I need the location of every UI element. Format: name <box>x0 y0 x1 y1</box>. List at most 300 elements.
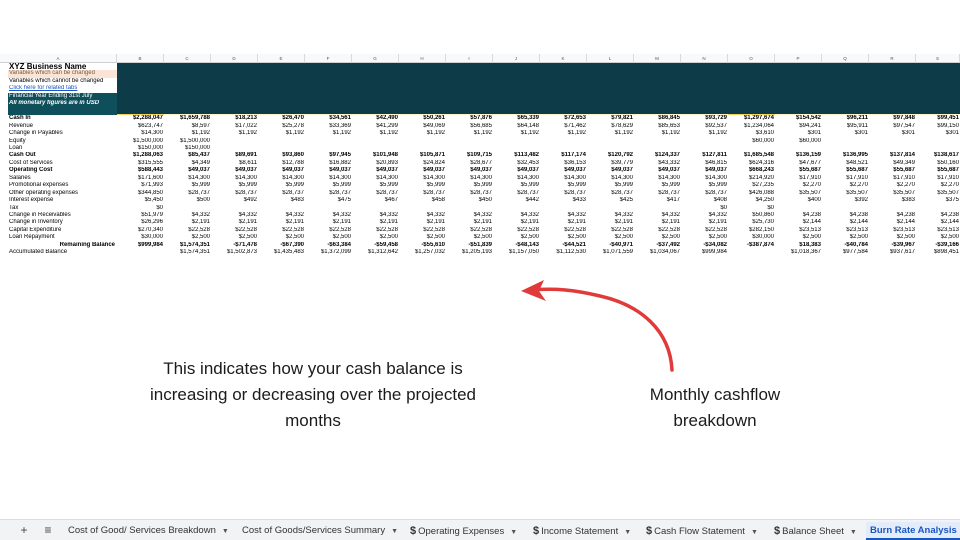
value-cell[interactable]: $4,332 <box>191 212 210 218</box>
value-cell[interactable]: $35,507 <box>937 189 959 196</box>
value-cell[interactable]: $5,999 <box>520 182 539 189</box>
value-cell[interactable]: $2,144 <box>802 219 821 226</box>
row-label[interactable]: Remaining Balance <box>59 241 115 248</box>
value-cell[interactable]: $22,528 <box>705 226 727 233</box>
value-cell[interactable]: $301 <box>854 130 868 137</box>
value-cell[interactable]: $898,451 <box>933 249 959 256</box>
value-cell[interactable]: $5,999 <box>332 182 351 189</box>
value-cell[interactable]: $1,192 <box>285 130 304 137</box>
column-header-h[interactable]: H <box>399 54 446 63</box>
value-cell[interactable]: $425 <box>619 197 633 204</box>
value-cell[interactable]: $0 <box>767 204 774 211</box>
value-cell[interactable]: $400 <box>807 197 821 204</box>
value-cell[interactable]: $2,500 <box>426 234 445 241</box>
value-cell[interactable]: $96,211 <box>846 115 868 122</box>
value-cell[interactable]: $2,144 <box>849 219 868 226</box>
value-cell[interactable]: $8,597 <box>191 122 210 129</box>
value-cell[interactable]: $22,528 <box>517 226 539 233</box>
column-header-o[interactable]: O <box>728 54 775 63</box>
column-header-g[interactable]: G <box>352 54 399 63</box>
value-cell[interactable] <box>352 138 399 145</box>
value-cell[interactable]: $24,824 <box>423 159 445 166</box>
value-cell[interactable]: $17,910 <box>846 174 868 181</box>
value-cell[interactable] <box>775 205 822 212</box>
value-cell[interactable]: $55,687 <box>937 167 959 174</box>
value-cell[interactable] <box>916 138 960 145</box>
value-cell[interactable]: $5,450 <box>144 197 163 204</box>
value-cell[interactable]: $2,191 <box>567 219 586 226</box>
value-cell[interactable]: $41,299 <box>376 122 398 129</box>
value-cell[interactable]: $49,037 <box>329 167 351 174</box>
value-cell[interactable]: $22,528 <box>282 226 304 233</box>
value-cell[interactable]: $65,339 <box>517 115 539 122</box>
row-label[interactable]: Equity <box>9 137 26 144</box>
value-cell[interactable]: $93,729 <box>705 115 727 122</box>
value-cell[interactable]: $8,611 <box>239 159 257 166</box>
value-cell[interactable]: $85,437 <box>188 152 210 159</box>
column-header-c[interactable]: C <box>164 54 211 63</box>
value-cell[interactable] <box>493 145 540 152</box>
value-cell[interactable]: $49,037 <box>282 167 304 174</box>
value-cell[interactable]: -$63,384 <box>327 241 351 248</box>
value-cell[interactable]: $1,192 <box>379 130 398 137</box>
value-cell[interactable]: $14,300 <box>188 174 210 181</box>
value-cell[interactable]: $270,340 <box>137 226 163 233</box>
value-cell[interactable]: $1,205,193 <box>461 249 492 256</box>
value-cell[interactable] <box>305 145 352 152</box>
value-cell[interactable]: $25,730 <box>752 219 774 226</box>
value-cell[interactable]: $14,300 <box>611 174 633 181</box>
chevron-down-icon[interactable]: ▼ <box>849 529 857 536</box>
column-header-n[interactable]: N <box>681 54 728 63</box>
value-cell[interactable]: $483 <box>290 197 304 204</box>
value-cell[interactable]: $2,191 <box>426 219 445 226</box>
value-cell[interactable] <box>634 145 681 152</box>
row-label[interactable]: Loan <box>9 144 23 151</box>
value-cell[interactable]: $1,372,099 <box>320 249 351 256</box>
value-cell[interactable]: $79,821 <box>611 115 633 122</box>
value-cell[interactable]: $301 <box>901 130 915 137</box>
value-cell[interactable]: $5,999 <box>191 182 210 189</box>
value-cell[interactable]: -$67,390 <box>280 241 304 248</box>
value-cell[interactable]: $4,250 <box>755 197 774 204</box>
value-cell[interactable]: $492 <box>243 197 257 204</box>
value-cell[interactable]: $14,300 <box>423 174 445 181</box>
value-cell[interactable]: $375 <box>945 197 959 204</box>
value-cell[interactable]: $171,600 <box>137 174 163 181</box>
value-cell[interactable]: $17,910 <box>937 174 959 181</box>
row-label[interactable]: Tax <box>9 204 19 211</box>
value-cell[interactable] <box>446 138 493 145</box>
value-cell[interactable] <box>634 138 681 145</box>
chevron-down-icon[interactable]: ▼ <box>391 528 399 535</box>
value-cell[interactable]: $0 <box>156 204 163 211</box>
value-cell[interactable]: $1,257,032 <box>414 249 445 256</box>
value-cell[interactable]: $937,617 <box>889 249 915 256</box>
value-cell[interactable]: $30,000 <box>141 234 163 241</box>
chevron-down-icon[interactable]: ▼ <box>750 529 758 536</box>
value-cell[interactable]: $2,144 <box>896 219 915 226</box>
value-cell[interactable]: $22,528 <box>611 226 633 233</box>
value-cell[interactable]: $4,332 <box>520 212 539 218</box>
value-cell[interactable]: $23,513 <box>893 226 915 233</box>
row-label[interactable]: Change in Payables <box>9 130 63 137</box>
value-cell[interactable]: $2,191 <box>614 219 633 226</box>
value-cell[interactable]: $49,037 <box>564 167 586 174</box>
value-cell[interactable]: $64,148 <box>517 122 539 129</box>
value-cell[interactable]: $2,500 <box>285 234 304 241</box>
column-header-p[interactable]: P <box>775 54 822 63</box>
value-cell[interactable] <box>540 205 587 212</box>
value-cell[interactable]: $49,037 <box>188 167 210 174</box>
value-cell[interactable]: $28,737 <box>282 189 304 196</box>
value-cell[interactable]: $500 <box>196 197 210 204</box>
row-label[interactable]: Change in Inventory <box>9 219 63 226</box>
value-cell[interactable]: $78,629 <box>611 122 633 129</box>
row-label[interactable]: Accumulated Balance <box>9 249 68 256</box>
value-cell[interactable] <box>728 145 775 152</box>
value-cell[interactable]: $1,192 <box>191 130 210 137</box>
value-cell[interactable] <box>540 145 587 152</box>
value-cell[interactable]: -$40,784 <box>844 241 868 248</box>
value-cell[interactable]: $2,500 <box>614 234 633 241</box>
value-cell[interactable]: $14,300 <box>517 174 539 181</box>
value-cell[interactable]: $2,191 <box>708 219 727 226</box>
value-cell[interactable]: $136,159 <box>795 152 821 159</box>
value-cell[interactable] <box>258 138 305 145</box>
value-cell[interactable]: $301 <box>807 130 821 137</box>
value-cell[interactable]: $109,715 <box>466 152 492 159</box>
row-label[interactable]: Other operating expenses <box>9 189 79 196</box>
value-cell[interactable]: $14,300 <box>470 174 492 181</box>
value-cell[interactable]: $2,500 <box>567 234 586 241</box>
value-cell[interactable]: $105,871 <box>419 152 445 159</box>
value-cell[interactable]: $4,238 <box>896 212 915 218</box>
value-cell[interactable]: $95,911 <box>846 122 868 129</box>
value-cell[interactable] <box>352 205 399 212</box>
value-cell[interactable]: $23,513 <box>846 226 868 233</box>
value-cell[interactable]: $94,241 <box>799 122 821 129</box>
value-cell[interactable]: $1,288,063 <box>132 152 163 159</box>
value-cell[interactable]: $1,071,559 <box>602 249 633 256</box>
value-cell[interactable]: $22,528 <box>470 226 492 233</box>
sheet-tab-burn-rate-analysis[interactable] <box>866 522 960 540</box>
value-cell[interactable]: $442 <box>525 197 539 204</box>
value-cell[interactable]: $624,316 <box>748 159 774 166</box>
value-cell[interactable]: $150,000 <box>184 144 210 151</box>
value-cell[interactable]: -$40,971 <box>609 241 633 248</box>
value-cell[interactable] <box>446 145 493 152</box>
value-cell[interactable]: $426,088 <box>748 189 774 196</box>
value-cell[interactable]: $137,814 <box>889 152 915 159</box>
value-cell[interactable]: $3,610 <box>755 130 774 137</box>
value-cell[interactable]: $150,000 <box>137 144 163 151</box>
value-cell[interactable]: $4,332 <box>285 212 304 218</box>
value-cell[interactable]: $48,521 <box>846 159 868 166</box>
sheet-tab-balance-sheet[interactable] <box>770 522 861 540</box>
row-label[interactable]: Salaries <box>9 174 31 181</box>
value-cell[interactable]: $4,332 <box>661 212 680 218</box>
row-label[interactable]: Promotional expenses <box>9 182 69 189</box>
value-cell[interactable]: $977,584 <box>842 249 868 256</box>
value-cell[interactable]: $623,747 <box>137 122 163 129</box>
value-cell[interactable] <box>916 205 960 212</box>
value-cell[interactable]: $72,653 <box>564 115 586 122</box>
value-cell[interactable]: $1,112,530 <box>556 249 586 256</box>
value-cell[interactable]: $467 <box>384 197 398 204</box>
value-cell[interactable]: $93,860 <box>282 152 304 159</box>
value-cell[interactable]: $2,270 <box>896 182 915 189</box>
value-cell[interactable]: $49,037 <box>376 167 398 174</box>
value-cell[interactable]: $22,528 <box>329 226 351 233</box>
value-cell[interactable]: $60,000 <box>799 137 821 144</box>
value-cell[interactable]: $46,815 <box>705 159 727 166</box>
row-label[interactable]: Cost of Services <box>9 159 53 166</box>
value-cell[interactable]: $49,037 <box>517 167 539 174</box>
column-header-a[interactable]: A <box>0 54 117 63</box>
value-cell[interactable]: $12,788 <box>282 159 304 166</box>
value-cell[interactable]: $1,018,367 <box>790 249 821 256</box>
value-cell[interactable]: $2,191 <box>238 219 257 226</box>
value-cell[interactable]: -$39,967 <box>891 241 915 248</box>
row-label[interactable]: Cash In <box>9 115 31 122</box>
value-cell[interactable]: $2,191 <box>332 219 351 226</box>
value-cell[interactable]: $475 <box>337 197 351 204</box>
value-cell[interactable]: $28,737 <box>611 189 633 196</box>
value-cell[interactable]: $5,999 <box>567 182 586 189</box>
value-cell[interactable]: $2,191 <box>285 219 304 226</box>
value-cell[interactable]: $51,979 <box>141 212 163 218</box>
value-cell[interactable]: $28,737 <box>376 189 398 196</box>
value-cell[interactable]: $1,192 <box>473 130 492 137</box>
value-cell[interactable]: $2,288,047 <box>132 115 163 122</box>
sheet-tab-operating-expenses[interactable] <box>406 522 521 540</box>
value-cell[interactable]: $2,500 <box>896 234 915 241</box>
value-cell[interactable] <box>493 205 540 212</box>
value-cell[interactable]: $5,999 <box>238 182 257 189</box>
value-cell[interactable]: $5,999 <box>661 182 680 189</box>
value-cell[interactable] <box>352 145 399 152</box>
value-cell[interactable]: $89,691 <box>235 152 257 159</box>
value-cell[interactable]: $30,000 <box>752 234 774 241</box>
value-cell[interactable]: $14,300 <box>141 130 163 137</box>
column-header-l[interactable]: L <box>587 54 634 63</box>
value-cell[interactable]: $4,332 <box>567 212 586 218</box>
value-cell[interactable]: $392 <box>854 197 868 204</box>
value-cell[interactable]: $127,811 <box>702 152 727 159</box>
column-header-e[interactable]: E <box>258 54 305 63</box>
value-cell[interactable]: $315,555 <box>137 159 163 166</box>
value-cell[interactable]: $2,500 <box>849 234 868 241</box>
value-cell[interactable]: $4,238 <box>802 212 821 218</box>
value-cell[interactable]: $2,500 <box>940 234 959 241</box>
value-cell[interactable]: $14,300 <box>376 174 398 181</box>
value-cell[interactable]: $49,037 <box>470 167 492 174</box>
column-header-s[interactable]: S <box>916 54 960 63</box>
value-cell[interactable]: $458 <box>431 197 445 204</box>
value-cell[interactable]: $999,984 <box>137 241 163 248</box>
value-cell[interactable]: $47,677 <box>799 159 821 166</box>
value-cell[interactable]: $4,238 <box>940 212 959 218</box>
chevron-down-icon[interactable]: ▼ <box>510 529 518 536</box>
value-cell[interactable] <box>211 205 258 212</box>
value-cell[interactable] <box>869 145 916 152</box>
row-label[interactable]: Interest expense <box>9 197 54 204</box>
value-cell[interactable]: -$51,839 <box>468 241 492 248</box>
value-cell[interactable]: $2,500 <box>332 234 351 241</box>
row-label[interactable]: Operating Cost <box>9 167 53 174</box>
value-cell[interactable]: $50,261 <box>423 115 445 122</box>
value-cell[interactable]: $1,500,000 <box>132 137 163 144</box>
value-cell[interactable] <box>446 205 493 212</box>
value-cell[interactable]: -$59,458 <box>374 241 398 248</box>
value-cell[interactable]: $383 <box>901 197 915 204</box>
add-sheet-button[interactable]: + <box>20 523 28 537</box>
value-cell[interactable]: $2,500 <box>379 234 398 241</box>
value-cell[interactable] <box>117 249 164 256</box>
value-cell[interactable]: $1,435,483 <box>273 249 304 256</box>
value-cell[interactable] <box>869 138 916 145</box>
value-cell[interactable] <box>305 138 352 145</box>
value-cell[interactable]: $2,270 <box>940 182 959 189</box>
value-cell[interactable]: $49,037 <box>423 167 445 174</box>
value-cell[interactable]: $344,850 <box>137 189 163 196</box>
value-cell[interactable]: $28,737 <box>470 189 492 196</box>
value-cell[interactable]: $2,191 <box>379 219 398 226</box>
value-cell[interactable]: $4,332 <box>238 212 257 218</box>
sheet-tab-cost-of-good-services-breakdown[interactable] <box>64 522 233 540</box>
value-cell[interactable]: $28,737 <box>705 189 727 196</box>
value-cell[interactable]: -$44,521 <box>562 241 586 248</box>
value-cell[interactable]: $2,270 <box>802 182 821 189</box>
value-cell[interactable]: $28,737 <box>658 189 680 196</box>
value-cell[interactable]: $99,451 <box>937 115 959 122</box>
sheet-tab-cash-flow-statement[interactable] <box>642 522 762 540</box>
value-cell[interactable] <box>822 138 869 145</box>
row-label[interactable]: Change in Receivables <box>9 212 71 218</box>
value-cell[interactable]: $22,528 <box>376 226 398 233</box>
value-cell[interactable] <box>399 145 446 152</box>
value-cell[interactable] <box>399 205 446 212</box>
chevron-down-icon[interactable]: ▼ <box>221 528 229 535</box>
value-cell[interactable]: $14,300 <box>705 174 727 181</box>
value-cell[interactable]: $4,238 <box>849 212 868 218</box>
value-cell[interactable]: $14,300 <box>282 174 304 181</box>
value-cell[interactable]: $35,507 <box>846 189 868 196</box>
value-cell[interactable]: $22,528 <box>658 226 680 233</box>
value-cell[interactable]: $5,999 <box>614 182 633 189</box>
value-cell[interactable]: $668,243 <box>748 167 774 174</box>
value-cell[interactable]: $1,192 <box>520 130 539 137</box>
value-cell[interactable]: $1,234,064 <box>743 122 774 129</box>
value-cell[interactable]: $60,000 <box>752 137 774 144</box>
value-cell[interactable]: $2,500 <box>473 234 492 241</box>
value-cell[interactable]: $28,737 <box>517 189 539 196</box>
value-cell[interactable]: $5,999 <box>285 182 304 189</box>
value-cell[interactable] <box>164 205 211 212</box>
value-cell[interactable]: $55,687 <box>799 167 821 174</box>
value-cell[interactable]: -$34,082 <box>703 241 727 248</box>
value-cell[interactable]: $97,945 <box>329 152 351 159</box>
value-cell[interactable]: $86,845 <box>658 115 680 122</box>
value-cell[interactable] <box>399 138 446 145</box>
value-cell[interactable]: $113,482 <box>514 152 539 159</box>
value-cell[interactable]: $92,537 <box>705 122 727 129</box>
value-cell[interactable]: $5,999 <box>379 182 398 189</box>
value-cell[interactable]: $42,490 <box>376 115 398 122</box>
value-cell[interactable]: $117,174 <box>561 152 586 159</box>
value-cell[interactable]: $22,528 <box>423 226 445 233</box>
value-cell[interactable]: $34,561 <box>329 115 351 122</box>
value-cell[interactable] <box>258 145 305 152</box>
column-header-f[interactable]: F <box>305 54 352 63</box>
value-cell[interactable]: $35,507 <box>799 189 821 196</box>
value-cell[interactable] <box>728 249 775 256</box>
value-cell[interactable] <box>540 138 587 145</box>
value-cell[interactable]: $49,037 <box>658 167 680 174</box>
value-cell[interactable]: $1,685,548 <box>743 152 774 159</box>
value-cell[interactable]: $408 <box>713 197 727 204</box>
value-cell[interactable] <box>305 205 352 212</box>
value-cell[interactable]: $55,687 <box>893 167 915 174</box>
column-header-i[interactable]: I <box>446 54 493 63</box>
value-cell[interactable]: $4,332 <box>426 212 445 218</box>
value-cell[interactable]: $1,297,674 <box>743 115 774 122</box>
value-cell[interactable]: $50,160 <box>937 159 959 166</box>
value-cell[interactable]: $43,332 <box>658 159 680 166</box>
value-cell[interactable]: $0 <box>720 204 727 211</box>
value-cell[interactable] <box>493 138 540 145</box>
value-cell[interactable]: $5,999 <box>708 182 727 189</box>
value-cell[interactable]: $450 <box>478 197 492 204</box>
value-cell[interactable]: $26,296 <box>141 219 163 226</box>
value-cell[interactable]: $28,677 <box>470 159 492 166</box>
value-cell[interactable] <box>587 138 634 145</box>
sheet-tab-income-statement[interactable] <box>529 522 635 540</box>
value-cell[interactable]: -$48,143 <box>515 241 539 248</box>
value-cell[interactable]: $2,191 <box>191 219 210 226</box>
value-cell[interactable]: $588,443 <box>137 167 163 174</box>
value-cell[interactable]: $22,528 <box>235 226 257 233</box>
value-cell[interactable]: $1,502,873 <box>226 249 257 256</box>
value-cell[interactable]: $2,500 <box>708 234 727 241</box>
row-label[interactable]: Capital Expenditure <box>9 226 62 233</box>
value-cell[interactable]: $97,848 <box>893 115 915 122</box>
value-cell[interactable]: $4,332 <box>708 212 727 218</box>
value-cell[interactable] <box>211 145 258 152</box>
value-cell[interactable]: $214,920 <box>748 174 774 181</box>
value-cell[interactable]: $28,737 <box>423 189 445 196</box>
value-cell[interactable]: $1,192 <box>614 130 633 137</box>
value-cell[interactable]: $1,192 <box>661 130 680 137</box>
sheet-tab-cost-of-goods-services-summary[interactable] <box>238 522 402 540</box>
value-cell[interactable] <box>211 138 258 145</box>
value-cell[interactable] <box>869 205 916 212</box>
value-cell[interactable] <box>681 145 728 152</box>
value-cell[interactable]: $1,034,067 <box>649 249 680 256</box>
value-cell[interactable]: -$71,478 <box>233 241 257 248</box>
value-cell[interactable]: $32,453 <box>517 159 539 166</box>
chevron-down-icon[interactable]: ▼ <box>624 529 632 536</box>
value-cell[interactable]: $33,369 <box>329 122 351 129</box>
value-cell[interactable]: $1,192 <box>567 130 586 137</box>
info-label[interactable]: Click here for related tabs <box>9 85 78 92</box>
value-cell[interactable]: $14,300 <box>564 174 586 181</box>
value-cell[interactable]: $17,910 <box>799 174 821 181</box>
value-cell[interactable]: $2,144 <box>940 219 959 226</box>
value-cell[interactable]: $49,069 <box>423 122 445 129</box>
value-cell[interactable]: $49,037 <box>235 167 257 174</box>
